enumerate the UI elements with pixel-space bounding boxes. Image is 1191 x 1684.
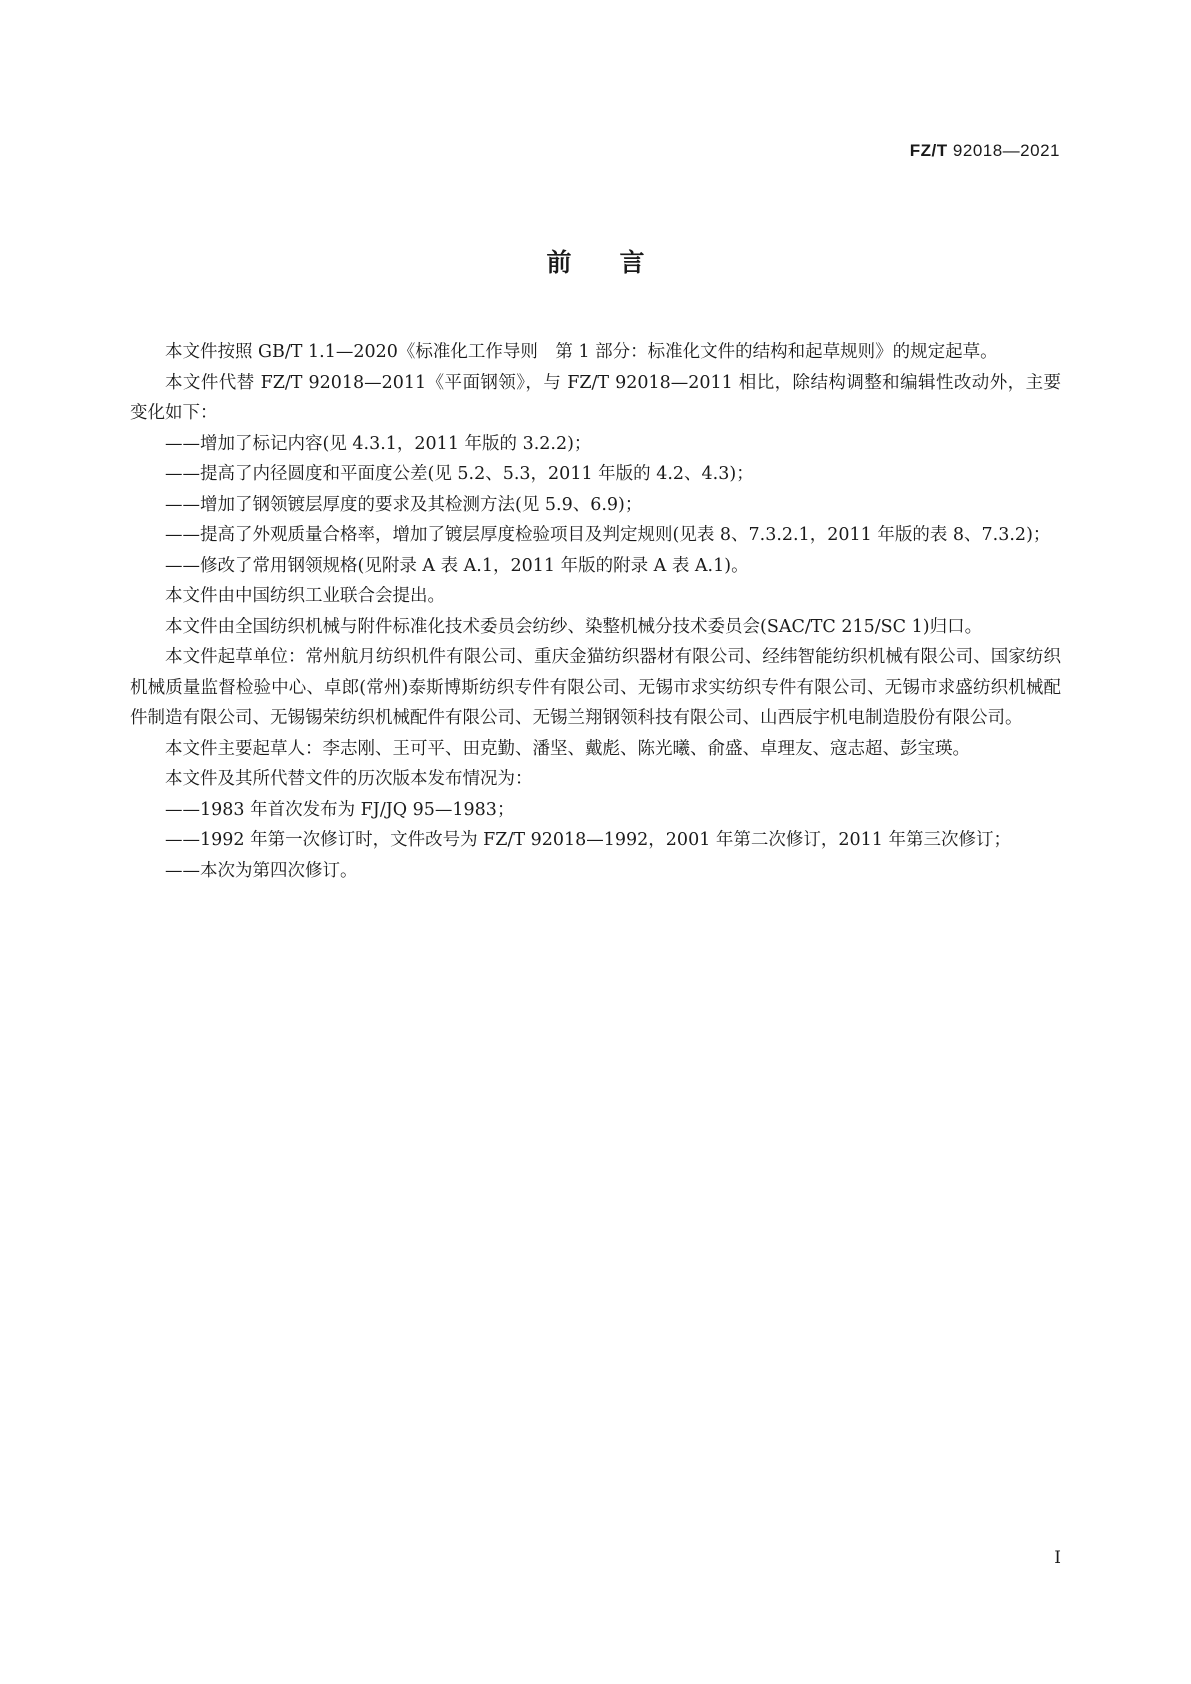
list-item: ——1992 年第一次修订时，文件改号为 FZ/T 92018—1992，2001 年第二次修订，2011 年第三次修订； [165,830,1011,850]
paragraph: 本文件主要起草人：李志刚、王可平、田克勤、潘坚、戴彪、陈光曦、俞盛、卓理友、寇志超、彭宝瑛。 [165,738,970,759]
list-item: ——1983 年首次发布为 FJ/JQ 95—1983； [165,799,515,820]
standard-code-number: 92018—2021 [952,141,1060,160]
list-item: ——提高了外观质量合格率，增加了镀层厚度检验项目及判定规则(见表 8、7.3.2.1，2011 年版的表 8、7.3.2)； [165,525,1051,545]
list-item: ——修改了常用钢领规格(见附录 A 表 A.1，2011 年版的附录 A 表 A.1)。 [165,555,749,576]
paragraph: 本文件及其所代替文件的历次版本发布情况为： [165,769,533,789]
list-item: ——增加了钢领镀层厚度的要求及其检测方法(见 5.9、6.9)； [165,494,643,515]
paragraph: 本文件代替 FZ/T 92018—2011《平面钢领》，与 FZ/T 92018—2011 相比，除结构调整和编辑性改动外，主要变化如下： [130,372,1061,423]
paragraph: 本文件按照 GB/T 1.1—2020《标准化工作导则 第 1 部分：标准化文件的结构和起草规则》的规定起草。 [165,342,998,362]
list-item: ——提高了内径圆度和平面度公差(见 5.2、5.3，2011 年版的 4.2、4.3)； [165,464,754,484]
list-item: ——增加了标记内容(见 4.3.1，2011 年版的 3.2.2)； [165,433,592,454]
page-number: I [1054,1548,1061,1568]
standard-code [910,141,1060,161]
paragraph: 本文件起草单位：常州航月纺织机件有限公司、重庆金猫纺织器材有限公司、经纬智能纺织机械有限公司、国家纺织机械质量监督检验中心、卓郎(常州)泰斯博斯纺织专件有限公司、无锡市求实纺织专件有限公司、无锡市求盛纺织机械配件制造有限公司、无锡锡荣纺织机械配件有限公司、无锡兰翔钢领科技有限公司、山西辰宇机电制造股份有限公司。 [130,647,1061,728]
list-item: ——本次为第四次修订。 [165,860,358,881]
page-title: 前言 [546,248,693,277]
paragraph: 本文件由全国纺织机械与附件标准化技术委员会纺纱、染整机械分技术委员会(SAC/TC 215/SC 1)归口。 [165,616,983,637]
paragraph: 本文件由中国纺织工业联合会提出。 [165,586,445,606]
standard-code-prefix: FZ/T [909,141,948,160]
foreword-body [130,337,1061,886]
